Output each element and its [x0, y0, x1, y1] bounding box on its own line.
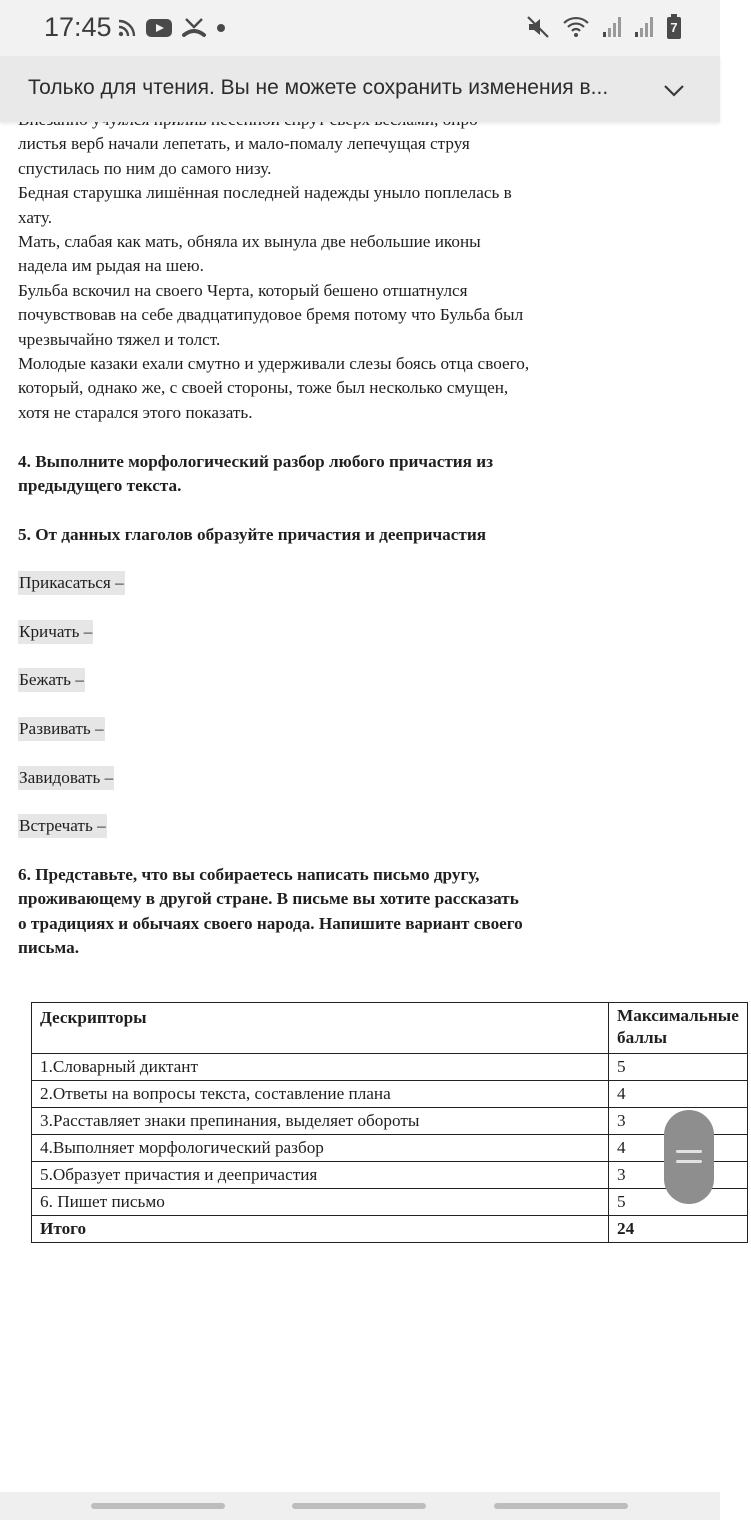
task-5-heading: 5. От данных глаголов образуйте причастия и деепричастия	[18, 524, 487, 544]
score-cell: 5	[609, 1189, 748, 1216]
verb-item: Встречать –	[18, 814, 107, 838]
task-6-heading: проживающему в другой стране. В письме вы хотите рассказать	[18, 889, 519, 909]
text-line: Мать, слабая как мать, обняла их вынула две небольшие иконы	[18, 232, 481, 252]
header-descriptors: Дескрипторы	[40, 1008, 147, 1027]
table-row	[32, 1081, 748, 1108]
table-row	[32, 1054, 748, 1081]
text-line: Бедная старушка лишённая последней надежды уныло поплелась в	[18, 183, 512, 203]
read-only-banner[interactable]	[0, 56, 720, 122]
navigation-bar	[0, 1492, 720, 1520]
text-line: Молодые казаки ехали смутно и удерживали слезы боясь отца своего,	[18, 354, 530, 374]
text-line: хату.	[18, 207, 53, 227]
text-line: почувствовав на себе двадцатипудовое бремя потому что Бульба был	[18, 305, 524, 325]
text-line: хотя не старался этого показать.	[18, 402, 253, 422]
verb-item: Бежать –	[18, 668, 85, 692]
table-total-row	[32, 1216, 748, 1243]
battery-icon	[666, 14, 682, 40]
signal-icon	[634, 16, 654, 38]
total-score-cell: 24	[609, 1216, 748, 1243]
score-cell: 3	[609, 1162, 748, 1189]
table-header-row	[32, 1003, 748, 1054]
task-6-heading: письма.	[18, 938, 80, 958]
score-cell: 4	[609, 1135, 748, 1162]
dot-icon	[216, 23, 226, 33]
document-view[interactable]	[0, 122, 739, 1492]
descriptor-cell: 2.Ответы на вопросы текста, составление плана	[32, 1081, 609, 1108]
nav-back-button[interactable]	[494, 1503, 628, 1509]
header-max-line2: баллы	[617, 1028, 668, 1047]
descriptor-cell: 5.Образует причастия и деепричастия	[32, 1162, 609, 1189]
status-bar	[0, 0, 720, 56]
score-cell: 5	[609, 1054, 748, 1081]
descriptor-cell: 3.Расставляет знаки препинания, выделяет обороты	[32, 1108, 609, 1135]
chevron-down-icon[interactable]	[662, 78, 686, 102]
battery-level: 7	[670, 20, 678, 35]
scroll-handle[interactable]	[664, 1110, 714, 1204]
table-header-cell	[32, 1003, 609, 1054]
status-time: 17:45	[44, 12, 112, 42]
score-cell: 3	[609, 1108, 748, 1135]
descriptor-table-wrap	[31, 1002, 751, 1243]
text-line: Бульба вскочил на своего Черта, который бешено отшатнулся	[18, 280, 468, 300]
youtube-icon	[146, 18, 172, 38]
wifi-icon	[562, 15, 590, 39]
missed-call-icon	[182, 17, 206, 39]
verb-item: Развивать –	[18, 717, 105, 741]
header-max-line1: Максимальные	[617, 1006, 739, 1025]
grip-line-icon	[676, 1160, 702, 1163]
rss-icon	[118, 19, 136, 37]
verb-item: Завидовать –	[18, 766, 114, 790]
text-line: листья верб начали лепетать, и мало-помалу лепечущая струя	[18, 134, 470, 154]
table-row	[32, 1108, 748, 1135]
task-4-heading: 4. Выполните морфологический разбор любого причастия из	[18, 451, 494, 471]
text-line: чрезвычайно тяжел и толст.	[18, 329, 221, 349]
signal-icon	[602, 16, 622, 38]
nav-home-button[interactable]	[292, 1503, 426, 1509]
total-label-cell: Итого	[32, 1216, 609, 1243]
task-6-heading: о традициях и обычаях своего народа. Напишите вариант своего	[18, 913, 523, 933]
task-4-heading: предыдущего текста.	[18, 476, 182, 496]
status-left-icons	[118, 14, 226, 42]
table-row	[32, 1189, 748, 1216]
descriptor-table	[31, 1002, 748, 1243]
descriptor-cell: 1.Словарный диктант	[32, 1054, 609, 1081]
verb-item: Прикасаться –	[18, 571, 125, 595]
mute-icon	[526, 15, 550, 39]
score-cell: 4	[609, 1081, 748, 1108]
nav-recent-button[interactable]	[91, 1503, 225, 1509]
read-only-message: Только для чтения. Вы не можете сохранить изменения в...	[28, 76, 609, 99]
descriptor-cell: 4.Выполняет морфологический разбор	[32, 1135, 609, 1162]
table-row	[32, 1135, 748, 1162]
verb-item: Кричать –	[18, 620, 93, 644]
task-6-heading: 6. Представьте, что вы собираетесь написать письмо другу,	[18, 864, 480, 884]
table-header-cell	[609, 1003, 748, 1054]
table-row	[32, 1162, 748, 1189]
text-line: который, однако же, с своей стороны, тоже был несколько смущен,	[18, 378, 509, 398]
status-right-icons	[526, 12, 682, 42]
document-page	[18, 108, 598, 960]
descriptor-cell: 6. Пишет письмо	[32, 1189, 609, 1216]
grip-line-icon	[676, 1150, 702, 1153]
text-line: надела им рыдая на шею.	[18, 256, 204, 276]
text-line: спустилась по ним до самого низу.	[18, 158, 272, 178]
